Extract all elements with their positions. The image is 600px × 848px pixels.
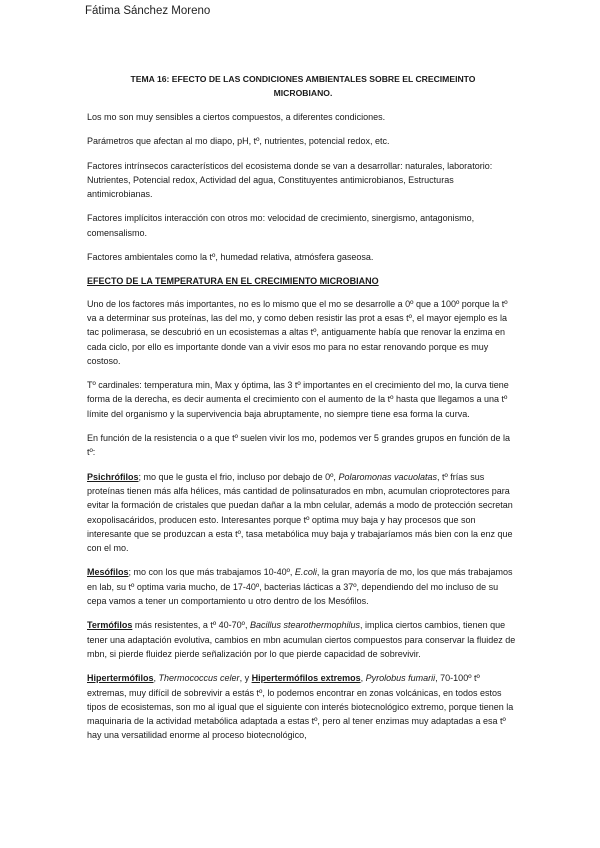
paragraph-text: más resistentes, a tº 40-70º, — [132, 620, 250, 631]
term-psychrophiles: Psichrófilos — [87, 471, 139, 482]
species-name: Polaromonas vacuolatas — [338, 471, 437, 482]
species-name: Thermococcus celer — [158, 673, 240, 684]
body-paragraph: En función de la resistencia o a que tº suelen vivir los mo, podemos ver 5 grandes grupos en función de la tº: — [87, 433, 511, 458]
term-thermophiles: Termófilos — [87, 620, 133, 631]
author-name: Fátima Sánchez Moreno — [85, 5, 211, 17]
paragraph-text: , 70-100º tº extremas, muy difícil de sobrevivir a estás tº, lo podemos encontrar en zonas volcánicas, en todos estos tipos de ecosistemas, son mo al igual que el siguiente con interés biotecnológico extremo, porque tienen la maquinaria de la actividad metabólica adaptada a estas tº, pero al tener enzimas muy adaptadas a esa tº hay una versatilidad enorme al proceso biotecnológico, — [87, 673, 514, 741]
intro-paragraph: Parámetros que afectan al mo diapo, pH, tº, nutrientes, potencial redox, etc. — [87, 136, 390, 147]
species-name: Bacillus stearothermophilus — [249, 620, 361, 631]
hyperthermophiles-paragraph — [87, 671, 519, 742]
paragraph-text: ; mo que le gusta el frio, incluso por debajo de 0º, — [138, 471, 339, 482]
section-heading: EFECTO DE LA TEMPERATURA EN EL CRECIMIENTO MICROBIANO — [87, 276, 379, 287]
paragraph-text: ; mo con los que más trabajamos 10-40º, — [128, 567, 295, 578]
species-name: E.coli — [294, 567, 317, 578]
paragraph-text: , tº frías sus proteínas tienen más alfa hélices, más cantidad de polinsaturados en mbn, acumulan crioprotectores para evitar la formación de cristales que puedan dañar a la mbn celular, además a modo de protección secretan exopolisacáridos, producen esto. Interesantes porque tº optima muy baja y hay procesos que son interesante que se produzcan a esta tº, tasa metabólica muy baja y trabajaríamos más bien con la enz que con el mo. — [87, 471, 513, 554]
psychrophiles-paragraph — [87, 470, 519, 556]
thermophiles-paragraph — [87, 618, 519, 661]
intro-paragraph: Factores intrínsecos característicos del ecosistema donde se van a desarrollar: naturales, laboratorio: Nutrientes, Potencial redox, Actividad del agua, Constituyentes antimicrobianos, Estructuras antimicrobianas. — [87, 160, 493, 200]
term-hyperthermophiles: Hipertermófilos — [87, 673, 154, 684]
paragraph-text: , implica ciertos cambios, tienen que tener una adaptación evolutiva, cambios en mbn acumulan ciertos compuestos para conservar la fluidez de mbn, si pierde fluidez pierde señalización por lo que pierde capacidad de sobrevivir. — [87, 620, 516, 659]
mesophiles-paragraph — [87, 565, 519, 608]
species-name: Pyrolobus fumarii — [365, 673, 436, 684]
title-line-1: TEMA 16: EFECTO DE LAS CONDICIONES AMBIENTALES SOBRE EL CRECIMEINTO — [130, 74, 476, 84]
document-title — [87, 72, 519, 100]
paragraph-text: , y — [239, 673, 252, 684]
title-line-2: MICROBIANO. — [273, 88, 333, 98]
paragraph-text: , la gran mayoría de mo, los que más trabajamos en lab, su tº optima varia mucho, de 17-40º, bacterias lácticas a 37º, dependiendo del mo incluso de su cepa vamos a tener un comportamiento u otro dentro de los Mesófilos. — [87, 567, 513, 607]
paragraph-text: , — [360, 673, 366, 684]
term-mesophiles: Mesófilos — [87, 567, 129, 578]
paragraph-text: , — [153, 673, 159, 684]
body-paragraph: Tº cardinales: temperatura min, Max y óptima, las 3 tº importantes en el crecimiento del mo, la curva tiene forma de la derecha, es decir aumenta el crecimiento con el aumento de la tº hasta que llegamos a una tº límite del organismo y la supervivencia baja abruptamente, no siempre tiene esa forma la curva. — [87, 380, 509, 419]
term-extreme-hyperthermophiles: Hipertermófilos extremos — [251, 673, 361, 684]
intro-paragraph: Factores implícitos interacción con otros mo: velocidad de crecimiento, sinergismo, antagonismo, comensalismo. — [87, 213, 475, 238]
body-paragraph: Uno de los factores más importantes, no es lo mismo que el mo se desarrolle a 0º que a 100º porque la tº va a determinar sus proteínas, las del mo, y como deben resistir las prot a esas tº, el mayor ejemplo es la tac polimerasa, se descubrió en un ecosistemas a altas tº, antiguamente había que renovar la enzima en cada ciclo, por ello es importante donde van a vivir esos mo para no estar renovando porque es muy costoso. — [87, 298, 508, 366]
intro-paragraph: Factores ambientales como la tº, humedad relativa, atmósfera gaseosa. — [87, 252, 374, 263]
document-body — [87, 72, 519, 753]
intro-paragraph: Los mo son muy sensibles a ciertos compuestos, a diferentes condiciones. — [87, 112, 386, 122]
